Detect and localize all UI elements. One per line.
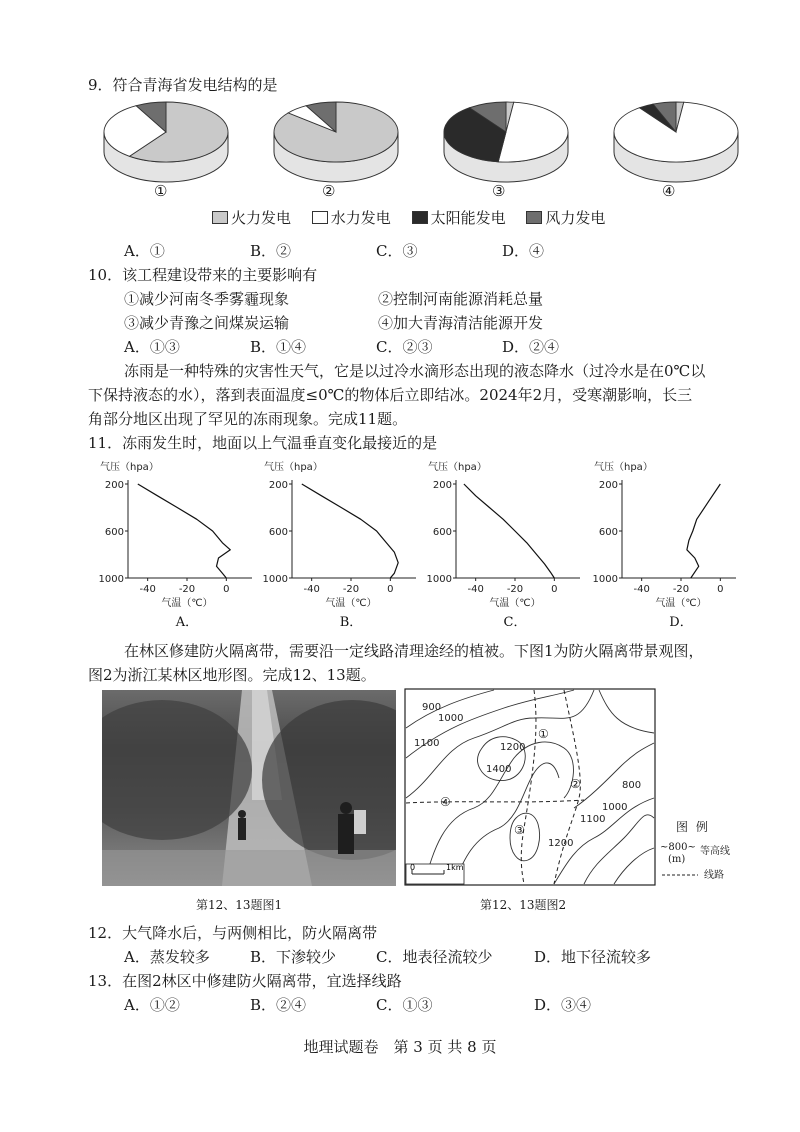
- contour-label-1100: 1100: [414, 738, 440, 749]
- pie-label-1: ①: [154, 182, 168, 200]
- profile-option-label: C．: [503, 615, 527, 630]
- pie-3: [444, 102, 568, 182]
- q10-stem: 10．该工程建设带来的主要影响有: [88, 266, 318, 284]
- temperature-curve: [138, 484, 231, 578]
- q11-stem: 11．冻雨发生时，地面以上气温垂直变化最接近的是: [88, 434, 438, 452]
- map-legend-contour: 等高线: [700, 846, 730, 857]
- q12-option-b: B．下渗较少: [250, 948, 337, 966]
- passage2-line1: 在林区修建防火隔离带，需要沿一定线路清理途经的植被。下图1为防火隔离带景观图，: [124, 642, 704, 660]
- q10-option-d: D．②④: [502, 338, 560, 356]
- q9-stem: 9．符合青海省发电结构的是: [88, 76, 278, 94]
- q13-stem: 13．在图2林区中修建防火隔离带，宜选择线路: [88, 972, 402, 990]
- q13-option-c: C．①③: [376, 996, 433, 1014]
- profile-xlabel: 气温（℃）: [489, 598, 541, 609]
- map-legend-contour-unit: (m): [668, 854, 686, 865]
- profile-ylabel: 气压（hpa）: [428, 462, 487, 473]
- route-point-1: ①: [538, 727, 549, 741]
- y-tick-label: 1000: [262, 574, 288, 585]
- fig2-caption: 第12、13题图2: [480, 898, 567, 912]
- temperature-curve: [687, 484, 720, 578]
- profile-graph-1: [99, 461, 252, 630]
- temperature-curve: [302, 484, 398, 578]
- x-tick-label: 0: [551, 584, 558, 595]
- q12-stem: 12．大气降水后，与两侧相比，防火隔离带: [88, 924, 378, 942]
- pie-4: [614, 102, 738, 182]
- q9-option-c: C．③: [376, 242, 418, 260]
- q12-option-a: A．蒸发较多: [124, 948, 210, 966]
- map-legend-route-line: [660, 870, 700, 880]
- y-tick-label: 600: [268, 527, 288, 538]
- legend-hydro: 水力发电: [312, 209, 391, 227]
- q13-option-a: A．①②: [124, 996, 180, 1014]
- map-legend-contour-value: ~800~: [660, 842, 696, 853]
- x-tick-label: -20: [342, 584, 360, 595]
- contour-label-900: 900: [422, 702, 442, 713]
- legend-wind: 风力发电: [526, 209, 605, 227]
- q9-pie-charts: [100, 96, 740, 206]
- profile-graph-3: [427, 461, 580, 630]
- contour-label-1000b: 1000: [602, 802, 628, 813]
- profile-graph-2: [263, 461, 416, 630]
- q10-item-4: ④加大青海清洁能源开发: [378, 314, 544, 332]
- topo-map: [404, 688, 656, 886]
- scale-unit: 1km: [446, 863, 464, 872]
- contour-label-800: 800: [622, 780, 642, 791]
- y-tick-label: 200: [432, 480, 452, 491]
- map-legend-title: 图 例: [676, 820, 710, 834]
- profile-xlabel: 气温（℃）: [325, 598, 377, 609]
- x-tick-label: -20: [672, 584, 690, 595]
- pie-label-4: ④: [662, 182, 676, 200]
- q9-option-a: A．①: [124, 242, 165, 260]
- profile-ylabel: 气压（hpa）: [264, 462, 323, 473]
- q13-option-d: D．③④: [534, 996, 592, 1014]
- y-tick-label: 600: [598, 527, 618, 538]
- profile-option-label: B．: [339, 615, 363, 630]
- legend-swatch: [312, 211, 328, 224]
- q12-option-c: C．地表径流较少: [376, 948, 493, 966]
- q13-option-b: B．②④: [250, 996, 307, 1014]
- x-tick-label: -40: [467, 584, 484, 595]
- temperature-curve: [464, 484, 554, 578]
- firebreak-photo: [102, 690, 396, 886]
- x-tick-label: -40: [303, 584, 320, 595]
- q10-option-a: A．①③: [124, 338, 180, 356]
- legend-swatch: [526, 211, 542, 224]
- route-point-2: ②: [570, 777, 581, 791]
- q9-option-d: D．④: [502, 242, 545, 260]
- profile-option-label: D．: [669, 615, 693, 630]
- passage1-line1: 冻雨是一种特殊的灾害性天气，它是以过冷水滴形态出现的液态降水（过冷水是在0℃以: [124, 362, 706, 380]
- fig1-caption: 第12、13题图1: [196, 898, 283, 912]
- route-point-4: ④: [440, 795, 451, 809]
- y-tick-label: 600: [104, 527, 124, 538]
- q10-option-b: B．①④: [250, 338, 307, 356]
- q10-option-c: C．②③: [376, 338, 433, 356]
- x-tick-label: 0: [717, 584, 724, 595]
- pie-label-3: ③: [492, 182, 506, 200]
- passage1-line3: 角部分地区出现了罕见的冻雨现象。完成11题。: [88, 410, 408, 428]
- q12-option-d: D．地下径流较多: [534, 948, 652, 966]
- q10-item-2: ②控制河南能源消耗总量: [378, 290, 544, 308]
- legend-swatch: [212, 211, 228, 224]
- y-tick-label: 1000: [592, 574, 618, 585]
- profile-xlabel: 气温（℃）: [655, 598, 707, 609]
- x-tick-label: -40: [633, 584, 650, 595]
- firebreak-photo-drawing: [102, 690, 396, 886]
- x-tick-label: 0: [223, 584, 230, 595]
- profile-ylabel: 气压（hpa）: [594, 462, 653, 473]
- pie-1: [104, 102, 228, 182]
- q10-item-3: ③减少青豫之间煤炭运输: [124, 314, 290, 332]
- profile-xlabel: 气温（℃）: [161, 598, 213, 609]
- y-tick-label: 1000: [426, 574, 452, 585]
- contour-label-1400: 1400: [486, 764, 512, 775]
- x-tick-label: -40: [139, 584, 156, 595]
- y-tick-label: 600: [432, 527, 452, 538]
- q9-option-b: B．②: [250, 242, 292, 260]
- passage2-line2: 图2为浙江某林区地形图。完成12、13题。: [88, 666, 376, 684]
- contour-label-1200: 1200: [500, 742, 526, 753]
- page-footer: 地理试题卷 第 3 页 共 8 页: [303, 1038, 497, 1056]
- x-tick-label: -20: [506, 584, 524, 595]
- route-point-3: ③: [514, 823, 525, 837]
- profile-ylabel: 气压（hpa）: [100, 462, 159, 473]
- legend-thermal: 火力发电: [212, 209, 291, 227]
- q10-item-1: ①减少河南冬季雾霾现象: [124, 290, 290, 308]
- y-tick-label: 200: [268, 480, 288, 491]
- passage1-line2: 下保持液态的水），落到表面温度≤0℃的物体后立即结冰。2024年2月，受寒潮影响，长三: [88, 386, 693, 404]
- legend-solar: 太阳能发电: [412, 209, 506, 227]
- map-legend-route: 线路: [704, 870, 724, 881]
- y-tick-label: 200: [104, 480, 124, 491]
- contour-label-1200b: 1200: [548, 838, 574, 849]
- y-tick-label: 1000: [98, 574, 124, 585]
- contour-label-1100b: 1100: [580, 814, 606, 825]
- q11-temperature-profiles: [96, 456, 736, 634]
- x-tick-label: 0: [387, 584, 394, 595]
- map-scale-bar: [406, 863, 464, 884]
- x-tick-label: -20: [178, 584, 196, 595]
- profile-graph-4: [593, 461, 736, 630]
- pie-label-2: ②: [322, 182, 336, 200]
- scale-zero: 0: [410, 863, 416, 872]
- y-tick-label: 200: [598, 480, 618, 491]
- pie-legend: [212, 207, 605, 228]
- legend-swatch: [412, 211, 428, 224]
- profile-option-label: A．: [175, 615, 199, 630]
- contour-label-1000: 1000: [438, 713, 464, 724]
- pie-2: [274, 102, 398, 182]
